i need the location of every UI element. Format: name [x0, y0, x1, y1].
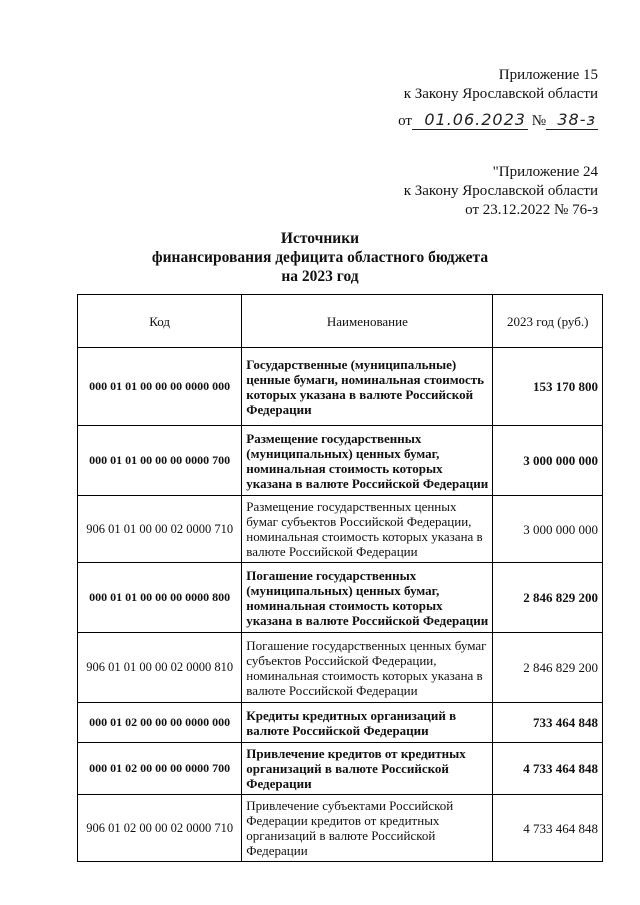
row-amount: 4 733 464 848: [493, 743, 603, 795]
appendix-24-line1: "Приложение 24: [492, 164, 598, 180]
row-name: Размещение государственных ценных бумаг субъектов Российской Федерации, номинальная стоимость которых указана в валюте Российской Федерации: [242, 496, 493, 563]
row-amount: 4 733 464 848: [493, 795, 603, 862]
appendix-15-line1: Приложение 15: [498, 67, 598, 83]
row-name: Привлечение субъектами Российской Федерации кредитов от кредитных организаций в валюте Российской Федерации: [242, 795, 493, 862]
title-line1: Источники: [280, 230, 360, 247]
table-row: [78, 563, 603, 633]
row-name: Государственные (муниципальные) ценные бумаги, номинальная стоимость которых указана в валюте Российской Федерации: [242, 348, 493, 426]
row-name: Погашение государственных (муниципальных) ценных бумаг, номинальная стоимость которых указана в валюте Российской Федерации: [242, 563, 493, 633]
row-amount: 2 846 829 200: [493, 633, 603, 703]
row-amount: 3 000 000 000: [493, 426, 603, 496]
row-code: 000 01 01 00 00 00 0000 000: [78, 348, 242, 426]
table-row: [78, 426, 603, 496]
title-line2: финансирования дефицита областного бюджета: [151, 249, 489, 266]
row-code: 906 01 01 00 00 02 0000 810: [78, 633, 242, 703]
row-code: 000 01 01 00 00 00 0000 800: [78, 563, 242, 633]
table-row: [78, 633, 603, 703]
row-code: 906 01 02 00 00 02 0000 710: [78, 795, 242, 862]
appendix-24-line2: к Закону Ярославской области: [403, 183, 598, 199]
appendix-15-header: [398, 66, 598, 131]
row-code: 000 01 02 00 00 00 0000 000: [78, 703, 242, 743]
from-prefix: от: [398, 113, 412, 129]
header-code: Код: [78, 295, 242, 348]
header-name: Наименование: [242, 295, 493, 348]
row-name: Размещение государственных (муниципальных) ценных бумаг, номинальная стоимость которых указана в валюте Российской Федерации: [242, 426, 493, 496]
appendix-15-date-line: [398, 110, 598, 131]
row-name: Привлечение кредитов от кредитных организаций в валюте Российской Федерации: [242, 743, 493, 795]
row-name: Кредиты кредитных организаций в валюте Российской Федерации: [242, 703, 493, 743]
row-code: 000 01 01 00 00 00 0000 700: [78, 426, 242, 496]
handwritten-number: 38-з: [546, 110, 598, 130]
appendix-24-line3: от 23.12.2022 № 76-з: [465, 202, 598, 218]
handwritten-date: 01.06.2023: [412, 110, 528, 130]
table-row: [78, 743, 603, 795]
row-amount: 3 000 000 000: [493, 496, 603, 563]
table-row: [78, 348, 603, 426]
title-line3: на 2023 год: [281, 268, 359, 285]
row-code: 000 01 02 00 00 00 0000 700: [78, 743, 242, 795]
row-amount: 733 464 848: [493, 703, 603, 743]
number-prefix: №: [531, 113, 546, 129]
row-amount: 153 170 800: [493, 348, 603, 426]
table-row: [78, 795, 603, 862]
document-title: [0, 229, 640, 286]
row-code: 906 01 01 00 00 02 0000 710: [78, 496, 242, 563]
row-name: Погашение государственных ценных бумаг субъектов Российской Федерации, номинальная стоимость которых указана в валюте Российской Федерации: [242, 633, 493, 703]
row-amount: 2 846 829 200: [493, 563, 603, 633]
table-row: [78, 496, 603, 563]
header-amount: 2023 год (руб.): [493, 295, 603, 348]
table-row: [78, 703, 603, 743]
financing-sources-table: [77, 294, 603, 862]
table-header-row: [78, 295, 603, 348]
appendix-15-line2: к Закону Ярославской области: [403, 86, 598, 102]
appendix-24-header: [404, 163, 598, 220]
